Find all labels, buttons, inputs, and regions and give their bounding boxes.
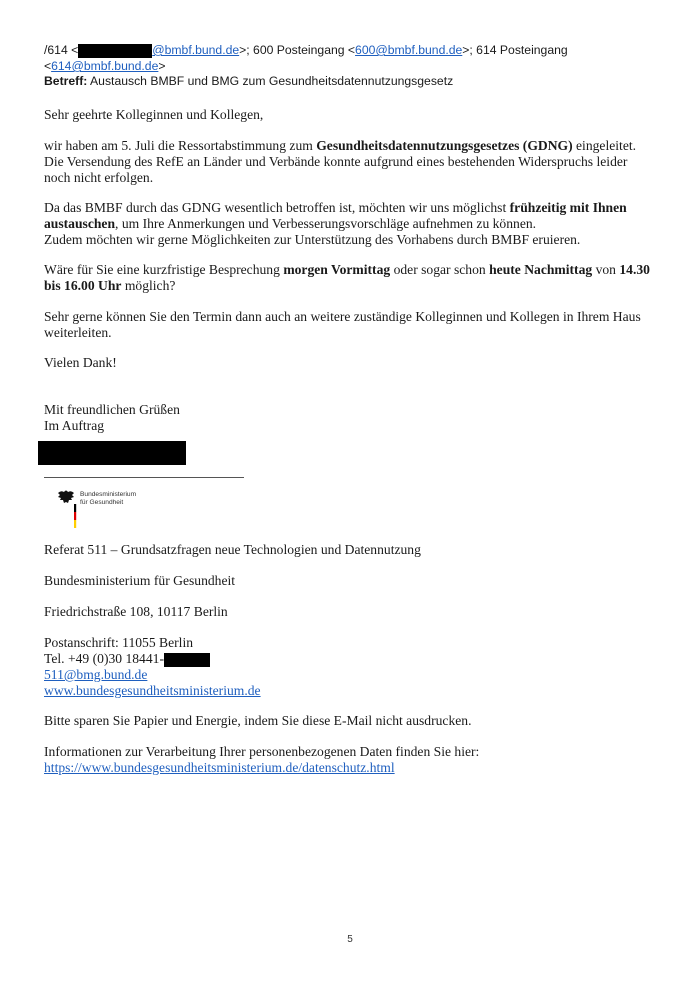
redacted-email-user: [78, 44, 152, 58]
redacted-signature-name: [38, 441, 186, 465]
signature-address: Friedrichstraße 108, 10117 Berlin: [44, 604, 228, 619]
paragraph-1: wir haben am 5. Juli die Ressortabstimmung zum Gesundheitsdatennutzungsgesetzes (GDNG) eingeleitet. Die Versendung des RefE an Länder und Verbände konnte aufgrund eines bestehenden Widerspruchs leider noch nicht erfolgen.: [44, 138, 637, 185]
subject-label: Betreff:: [44, 74, 88, 88]
paper-note: Bitte sparen Sie Papier und Energie, indem Sie diese E-Mail nicht ausdrucken.: [44, 713, 472, 728]
redacted-phone-extension: [164, 653, 210, 667]
flag-stripe-icon: [74, 504, 76, 528]
logo-wordmark: Bundesministerium für Gesundheit: [80, 491, 137, 506]
signature-tel: Tel. +49 (0)30 18441-: [44, 651, 644, 667]
signature-email-row: [44, 667, 644, 683]
subject-text: Austausch BMBF und BMG zum Gesundheitsdatennutzungsgesetz: [87, 74, 454, 88]
email-link-bmbf-domain[interactable]: @bmbf.bund.de: [152, 43, 240, 57]
subject-line: [44, 74, 674, 89]
signature-ministry: Bundesministerium für Gesundheit: [44, 573, 236, 588]
email-link-600[interactable]: 600@bmbf.bund.de: [355, 43, 463, 57]
recipient-line-1: /614 < @bmbf.bund.de>; 600 Posteingang <600@bmbf.bund.de>; 614 Posteingang: [44, 43, 568, 57]
signature-website-row: [44, 683, 644, 699]
website-link[interactable]: www.bundesgesundheitsministerium.de: [44, 683, 261, 698]
email-link-614[interactable]: 614@bmbf.bund.de: [51, 59, 159, 73]
page-number: 5: [347, 934, 353, 945]
thanks-line: Vielen Dank!: [44, 355, 117, 370]
signature-referat: Referat 511 – Grundsatzfragen neue Technologien und Datennutzung: [44, 542, 421, 557]
privacy-note: Informationen zur Verarbeitung Ihrer personenbezogenen Daten finden Sie hier: https://www.bundesgesundheitsministerium.de/datenschutz.html: [44, 744, 480, 775]
paragraph-2: Da das BMBF durch das GDNG wesentlich betroffen ist, möchten wir uns möglichst frühzeitig mit Ihnen austauschen, um Ihre Anmerkungen und Verbesserungsvorschläge aufnehmen zu können. Zudem möchten wir gerne Möglichkeiten zur Unterstützung des Vorhabens durch BMBF eruieren.: [44, 200, 627, 247]
closing: Mit freundlichen Grüßen Im Auftrag: [44, 402, 180, 433]
privacy-link[interactable]: https://www.bundesgesundheitsministerium.de/datenschutz.html: [44, 760, 395, 775]
signature-postal: Postanschrift: 11055 Berlin: [44, 635, 194, 650]
salutation: Sehr geehrte Kolleginnen und Kollegen,: [44, 107, 264, 122]
recipient-line-2: <614@bmbf.bund.de>: [44, 59, 166, 73]
paragraph-3: Wäre für Sie eine kurzfristige Besprechung morgen Vormittag oder sogar schon heute Nachmittag von 14.30 bis 16.00 Uhr möglich?: [44, 262, 650, 293]
signature-email-link[interactable]: 511@bmg.bund.de: [44, 667, 148, 682]
signature-divider: [44, 477, 244, 478]
paragraph-4: Sehr gerne können Sie den Termin dann auch an weitere zuständige Kolleginnen und Kollegen in Ihrem Haus weiterleiten.: [44, 309, 641, 340]
federal-eagle-icon: [58, 491, 74, 504]
